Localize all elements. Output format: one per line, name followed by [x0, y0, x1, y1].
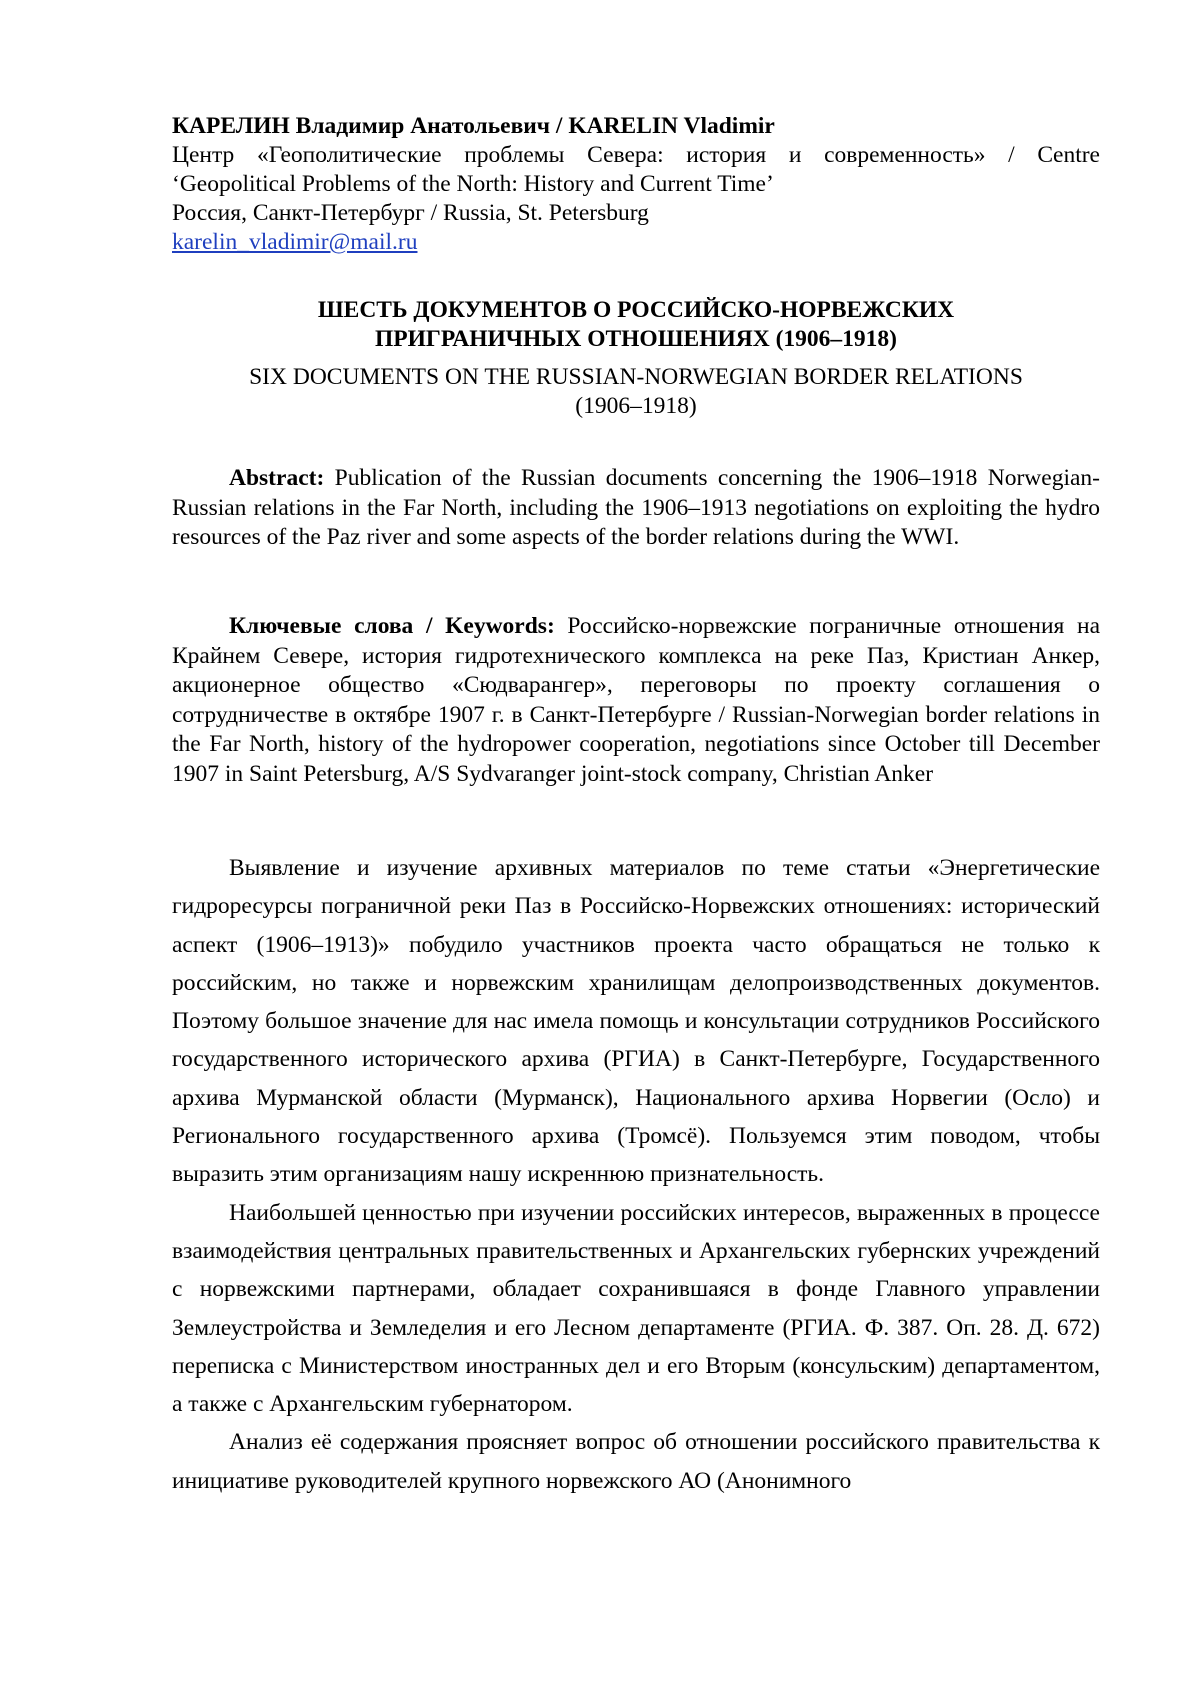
body-text — [172, 849, 1100, 1500]
body-paragraph-1: Выявление и изучение архивных материалов по теме статьи «Энергетические гидроресурсы пограничной реки Паз в Российско-Норвежских отношениях: исторический аспект (1906–1913)» побудило участников проекта часто обращаться не только к российским, но также и норвежским хранилищам делопроизводственных документов. Поэтому большое значение для нас имела помощь и консультации сотрудников Российского государственного исторического архива (РГИА) в Санкт-Петербурге, Государственного архива Мурманской области (Мурманск), Национального архива Норвегии (Осло) и Регионального государственного архива (Тромсё). Пользуемся этим поводом, чтобы выразить этим организациям нашу искреннюю признательность. — [172, 855, 1100, 1188]
article-title-block — [172, 296, 1100, 421]
title-russian-line2: ПРИГРАНИЧНЫХ ОТНОШЕНИЯХ (1906–1918) — [375, 326, 897, 352]
body-paragraph-2: Наибольшей ценностью при изучении российских интересов, выраженных в процессе взаимодействия центральных правительственных и Архангельских губернских учреждений с норвежскими партнерами, обладает сохранившаяся в фонде Главного управлении Землеустройства и Земледелия и его Лесном департаменте (РГИА. Ф. 387. Оп. 28. Д. 672) переписка с Министерством иностранных дел и его Вторым (консульским) департаментом, а также с Архангельским губернатором. — [172, 1199, 1100, 1418]
title-russian-line1: ШЕСТЬ ДОКУМЕНТОВ О РОССИЙСКО-НОРВЕЖСКИХ — [317, 297, 955, 323]
author-email-link[interactable]: karelin_vladimir@mail.ru — [172, 229, 418, 255]
author-name: КАРЕЛИН Владимир Анатольевич / KARELIN Vladimir — [172, 113, 775, 139]
keywords — [172, 612, 1100, 789]
title-russian — [172, 296, 1100, 354]
author-block — [172, 112, 1100, 257]
author-location: Россия, Санкт-Петербург / Russia, St. Petersburg — [172, 200, 649, 226]
author-affiliation-line1: Центр «Геополитические проблемы Севера: история и современность» / Centre — [172, 142, 1100, 168]
keywords-text: Российско-норвежские пограничные отношения на Крайнем Севере, история гидротехнического комплекса на реке Паз, Кристиан Анкер, акционерное общество «Сюдварангер», переговоры по проекту соглашения о сотрудничестве в октябре 1907 г. в Санкт-Петербурге / Russian-Norwegian border relations in the Far North, history of the hydropower cooperation, negotiations since October till December 1907 in Saint Petersburg, A/S Sydvaranger joint-stock company, Christian Anker — [172, 613, 1100, 787]
abstract — [172, 464, 1100, 553]
body-paragraph-3: Анализ её содержания проясняет вопрос об отношении российского правительства к инициативе руководителей крупного норвежского АО (Анонимного — [172, 1429, 1100, 1494]
title-english-line2: (1906–1918) — [575, 393, 697, 419]
abstract-text: Publication of the Russian documents concerning the 1906–1918 Norwegian-Russian relations in the Far North, including the 1906–1913 negotiations on exploiting the hydro resources of the Paz river and some aspects of the border relations during the WWI. — [172, 465, 1100, 550]
keywords-label: Ключевые слова / Keywords: — [229, 613, 555, 639]
abstract-label: Abstract: — [229, 465, 325, 491]
author-affiliation-line2: ‘Geopolitical Problems of the North: History and Current Time’ — [172, 171, 774, 197]
title-english — [172, 363, 1100, 421]
title-english-line1: SIX DOCUMENTS ON THE RUSSIAN-NORWEGIAN BORDER RELATIONS — [249, 364, 1023, 390]
